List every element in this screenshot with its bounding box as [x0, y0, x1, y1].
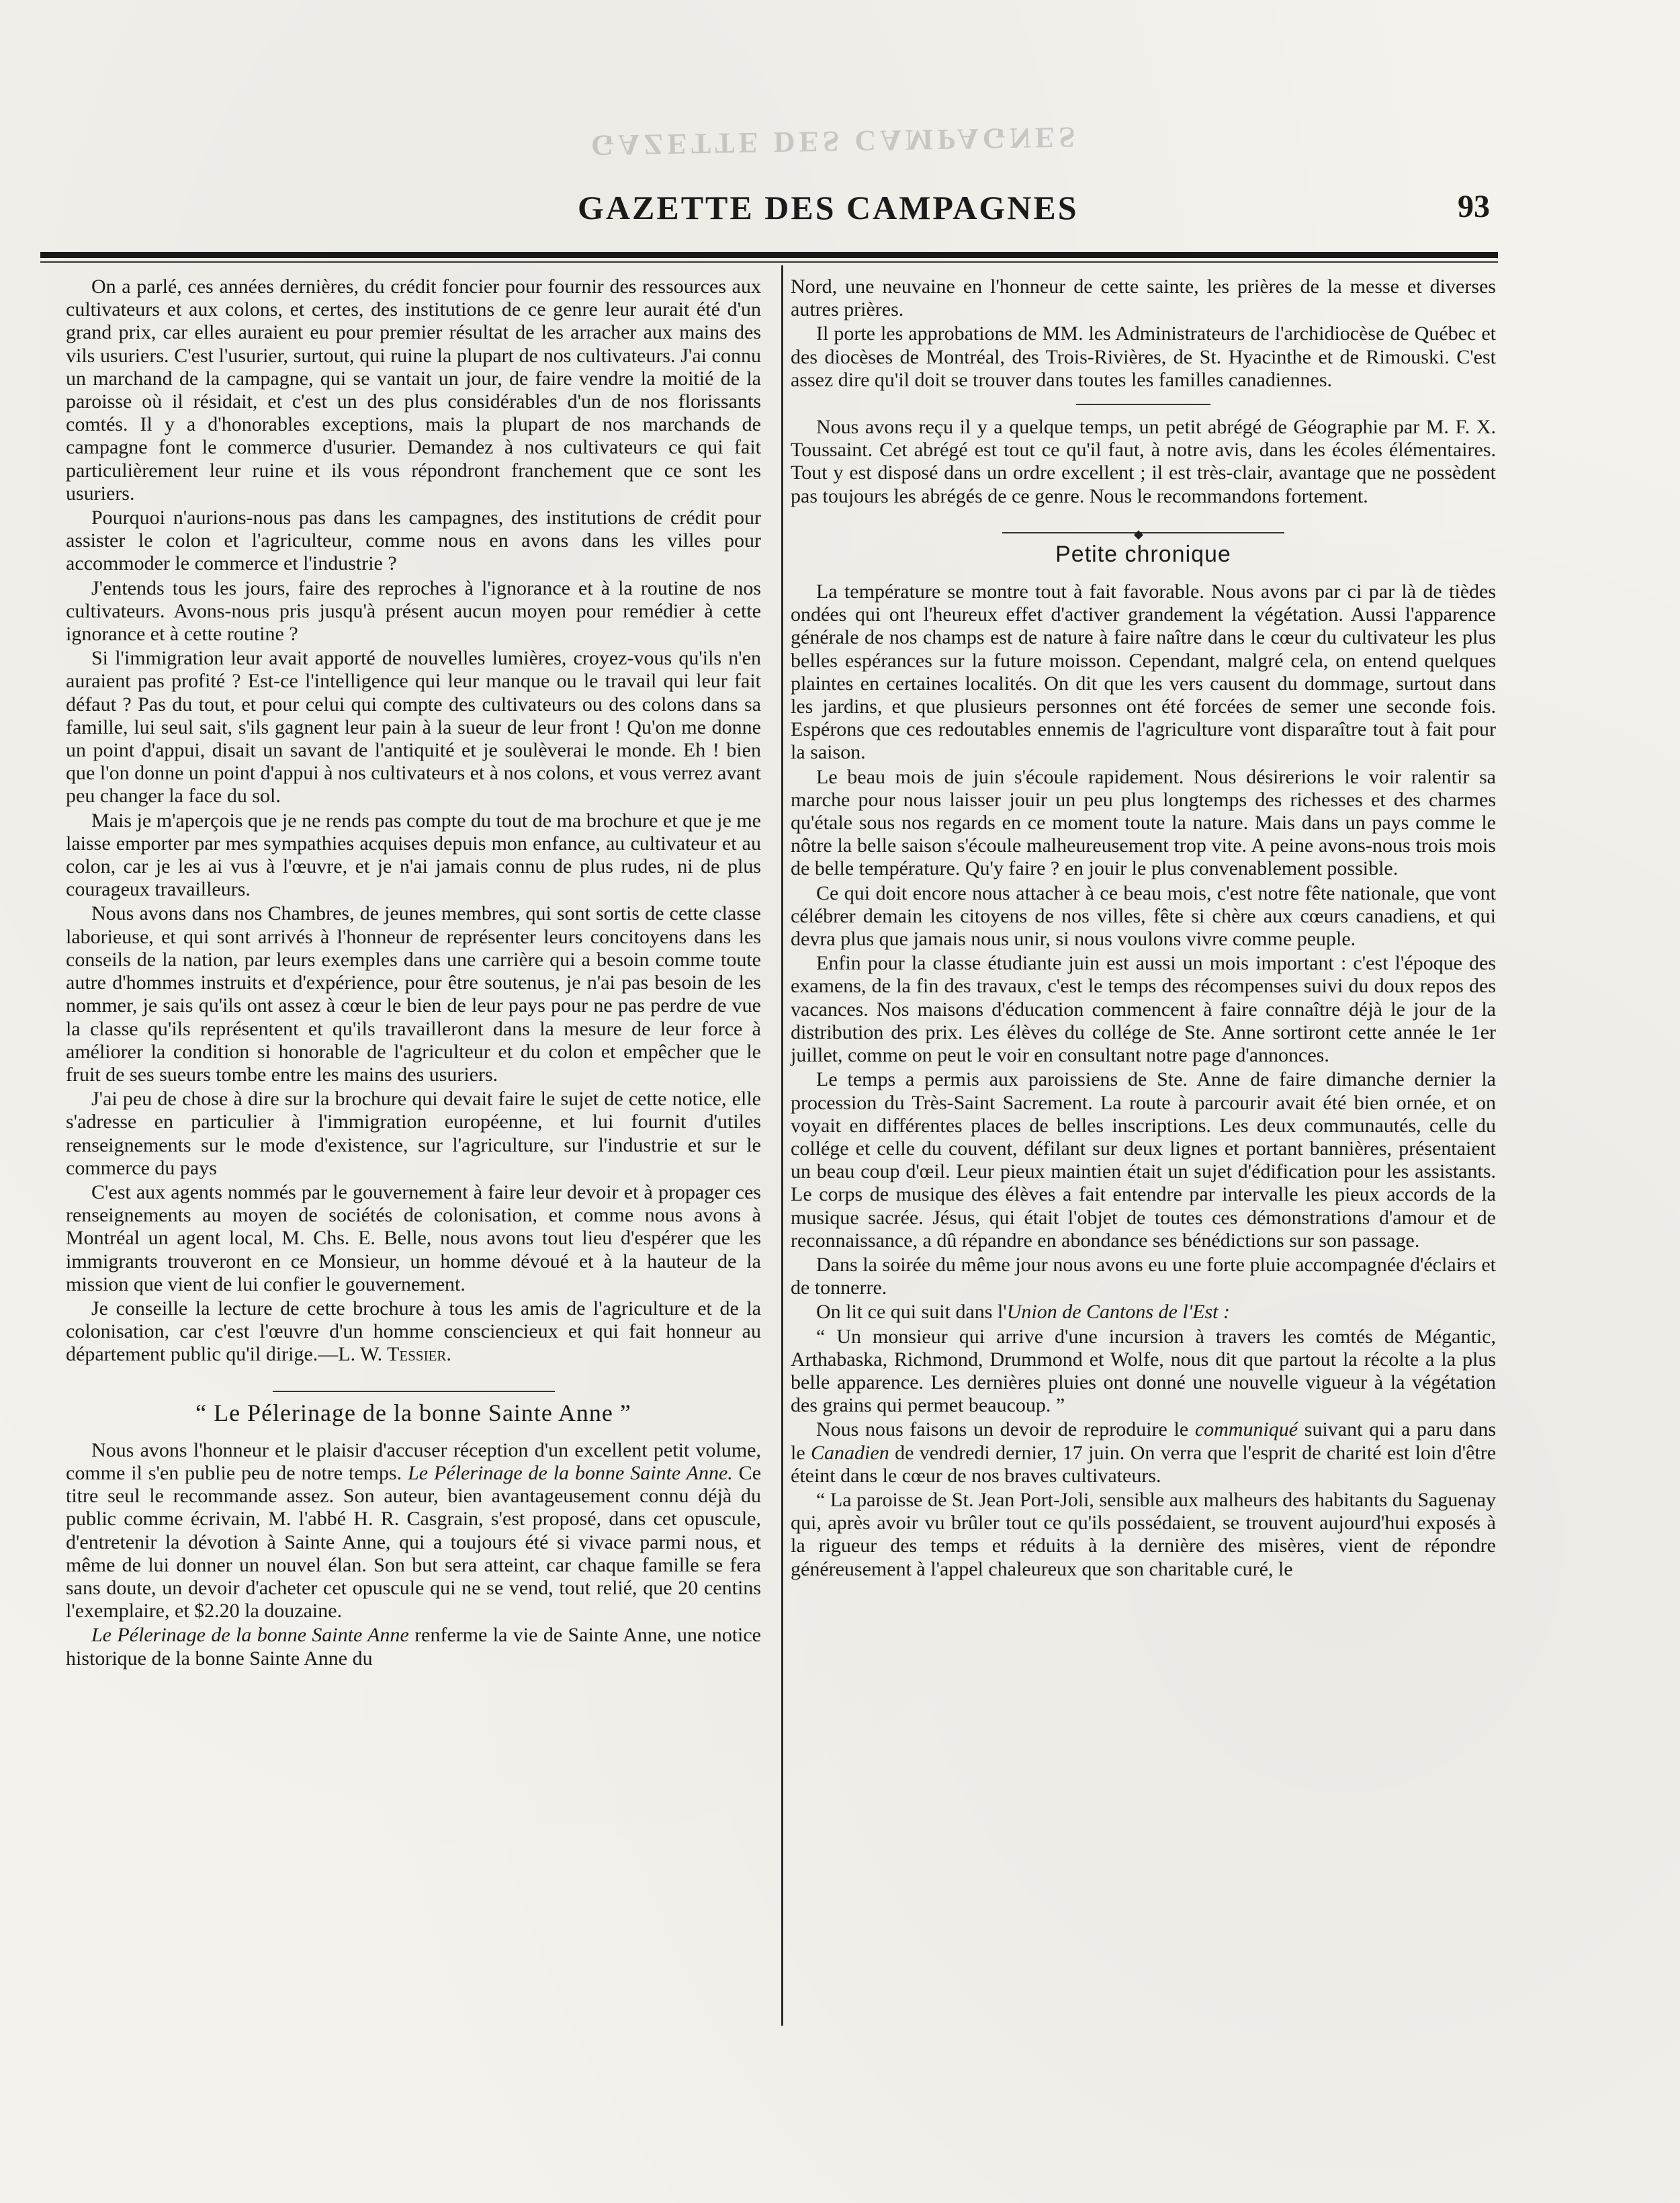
newspaper-title: GAZETTE DES CAMPAGNES — [578, 189, 1079, 226]
chronique-paragraph: Dans la soirée du même jour nous avons eu une forte pluie accompagnée d'éclairs et de tonnerre. — [791, 1253, 1496, 1299]
pelerinage-heading: “ Le Pélerinage de la bonne Sainte Anne ” — [195, 1399, 631, 1426]
paragraph: J'ai peu de chose à dire sur la brochure qui devait faire le sujet de cette notice, elle s'adresse en particulier à l'immigration européenne, et lui fournit d'utiles renseignements sur le mode d'existence, sur l'agriculture, sur l'industrie et sur le commerce du pays — [66, 1088, 761, 1179]
pelerinage-section-head — [66, 1391, 761, 1424]
chronique-paragraph: Le beau mois de juin s'écoule rapidement. Nous désirerions le voir ralentir sa marche pour nous laisser jouir un peu plus longtemps des richesses et des charmes qu'étale sous nos regards en ce moment toute la nature. Mais dans un pays comme le nôtre la belle saison s'écoule malheureusement trop vite. A peine avons-nous trois mois de belle température. Qu'y faire ? en jouir le plus convenablement possible. — [791, 765, 1496, 880]
book-title: Le Pélerinage de la bonne Sainte Anne — [91, 1624, 409, 1647]
communique-text: de vendredi dernier, 17 juin. On verra que l'esprit de charité est loin d'être éteint dans le cœur de nos braves cultivateurs. — [791, 1441, 1497, 1487]
pelerinage-paragraph — [66, 1439, 761, 1623]
signature: L. W. Tessier. — [338, 1343, 451, 1366]
book-title: Le Pélerinage de la bonne Sainte Anne. — [408, 1461, 733, 1484]
chronique-section-head — [791, 532, 1496, 566]
paragraph: Il porte les approbations de MM. les Administrateurs de l'archidiocèse de Québec et des diocèses de Montréal, des Trois-Rivières, de St. Hyacinthe et de Rimouski. C'est assez dire qu'il doit se trouver dans toutes les familles canadiennes. — [791, 322, 1496, 391]
bleed-through-header: GAZETTE DES CAMPAGNES — [590, 120, 1079, 163]
ornament-rule — [1002, 532, 1284, 533]
newspaper-name: Canadien — [811, 1441, 889, 1464]
chronique-paragraph: Le temps a permis aux paroissiens de Ste. Anne de faire dimanche dernier la procession du Très-Saint Sacrement. La route à parcourir avait été bien ornée, et on voyait en différentes places de belles inscriptions. Les deux communautés, celle du collége et celle du couvent, défilant sur deux lignes et portant bannières, présentaient un beau coup d'œil. Leur pieux maintien était un sujet d'édification pour les assistants. Le corps de musique des élèves a fait entendre par intervalle les pieux accords de la musique sacrée. Jésus, qui était l'objet de toutes ces démonstrations d'amour et de reconnaissance, a dû répandre en abondance ses bénédictions sur son passage. — [791, 1068, 1496, 1252]
paragraph: Nous avons reçu il y a quelque temps, un petit abrégé de Géographie par M. F. X. Toussaint. Cet abrégé est tout ce qu'il faut, à notre avis, dans les écoles élémentaires. Tout y est disposé dans un ordre excellent ; il est très-clair, avantage que ne possèdent pas toujours les abrégés de ce genre. Nous le recommandons fortement. — [791, 416, 1496, 507]
paragraph: Mais je m'aperçois que je ne rends pas compte du tout de ma brochure et que je me laisse emporter par mes sympathies acquises depuis mon enfance, au cultivateur et au colon, car je les ai vus à l'œuvre, et je n'ai jamais connu de plus rudes, ni de plus courageux travailleurs. — [66, 809, 761, 901]
right-column — [791, 275, 1496, 1581]
communique-text: suivant qui a paru dans le — [791, 1418, 1496, 1464]
chronique-paragraph: Ce qui doit encore nous attacher à ce beau mois, c'est notre fête nationale, que vont célébrer demain les citoyens de nos villes, fête si chère aux cœurs canadiens, et qui devra plus que jamais nous unir, si nous voulons vivre comme peuple. — [791, 881, 1496, 951]
closing-text: Je conseille la lecture de cette brochure à tous les amis de l'agriculture et de la colonisation, car c'est l'œuvre d'un homme consciencieux et qui fait honneur au département public qu'il dirige.— — [66, 1297, 761, 1366]
union-intro-text: On lit ce qui suit dans l' — [816, 1301, 1007, 1324]
chronique-paragraph: Enfin pour la classe étudiante juin est aussi un mois important : c'est l'époque des examens, de la fin des travaux, c'est le temps des récompenses suivi du doux repos des vacances. Nos maisons d'éducation commencent à faire connaître déjà le jour de la distribution des prix. Les élèves du collége de Ste. Anne sortiront cette année le 1er juillet, comme on peut le voir en consultant notre page d'annonces. — [791, 952, 1496, 1067]
column-divider — [781, 265, 783, 2026]
pelerinage-text: Nous avons l'honneur et le plaisir d'accuser réception d'un excellent petit volume, comme il s'en publie peu de notre temps. — [66, 1438, 761, 1484]
communique-text: Nous nous faisons un devoir de reproduire le — [816, 1418, 1195, 1441]
chronique-heading: Petite chronique — [1055, 541, 1231, 567]
paragraph: C'est aux agents nommés par le gouvernement à faire leur devoir et à propager ces renseignements au moyen de sociétés de colonisation, et comme nous avons à Montréal un agent local, M. Chs. E. Belle, nous avons tout lieu d'espérer que les immigrants trouveront en ce Monsieur, un homme dévoué et à la hauteur de la mission que vient de lui confier le gouvernement. — [66, 1180, 761, 1295]
paragraph: Nous avons dans nos Chambres, de jeunes membres, qui sont sortis de cette classe laborieuse, et qui sont arrivés à l'honneur de représenter leurs concitoyens dans les conseils de la nation, par leurs exemples dans une carrière qui a besoin comme toute autre d'hommes instruits et d'expérience, pour être soutenus, je n'ai pas besoin de les nommer, je sais qu'ils ont assez à cœur le bien de leur pays pour ne pas perdre de vue la classe qu'ils représentent et qu'ils travailleront dans la mesure de leur force à améliorer la condition si honorable de l'agriculteur et du colon et empêcher que le fruit de ses sueurs tombe entre les mains des usuriers. — [66, 902, 761, 1086]
communique-word: communiqué — [1194, 1418, 1298, 1441]
pelerinage-text: renferme la vie de Sainte Anne, une notice historique de la bonne Sainte Anne du — [66, 1624, 761, 1670]
left-column — [66, 275, 761, 1670]
page-header — [40, 181, 1490, 242]
header-rule-thick — [40, 252, 1498, 258]
paragraph: Pourquoi n'aurions-nous pas dans les campagnes, des institutions de crédit pour assister le colon et l'agriculteur, comme nous en avons dans les villes pour accommoder le commerce et l'industrie ? — [66, 507, 761, 575]
page-number: 93 — [1458, 189, 1490, 224]
paragraph: On a parlé, ces années dernières, du crédit foncier pour fournir des ressources aux cultivateurs et aux colons, et certes, des institutions de ce genre leur aurait été d'un grand prix, car elles auraient eu pour premier résultat de les arracher aux mains des vils usuriers. C'est l'usurier, surtout, qui ruine la plupart de nos cultivateurs. J'ai connu un marchand de la campagne, qui se vantait un jour, de faire vendre la moitié de la paroisse où il résidait, et c'est un des plus considérables d'un de nos florissants comtés. Il y a d'honorables exceptions, mais la plupart de nos marchands de campagne font le commerce d'usurier. Demandez à nos cultivateurs ce qui fait particulièrement leur ruine et ils vous répondront franchement que ce sont les usuriers. — [66, 275, 761, 505]
union-intro — [791, 1301, 1496, 1324]
pelerinage-text: Ce titre seul le recommande assez. Son auteur, bien avantageusement connu déjà du public comme écrivain, M. l'abbé H. R. Casgrain, s'est proposé, dans cet opuscule, d'entretenir la dévotion à Sainte Anne, qui a toujours été si vivace parmi nous, et même de lui donner un nouvel élan. Son but sera atteint, car chaque famille se fera sans doute, un devoir d'acheter cet opuscule qui ne se vend, tout relié, que 20 centins l'exemplaire, et $2.20 la douzaine. — [66, 1461, 762, 1623]
section-rule — [273, 1391, 555, 1392]
separator-rule — [1076, 404, 1210, 405]
union-quote: “ Un monsieur qui arrive d'une incursion à travers les comtés de Mégantic, Arthabaska, Richmond, Drummond et Wolfe, nous dit que partout la récolte a la plus belle apparence. Les dernières pluies ont donné une nouvelle vigueur à la végétation des grains qui permet beaucoup. ” — [791, 1325, 1496, 1417]
closing-paragraph — [66, 1297, 761, 1367]
paragraph: Nord, une neuvaine en l'honneur de cette sainte, les prières de la messe et diverses autres prières. — [791, 275, 1496, 321]
header-rule-thin — [40, 261, 1498, 263]
paragraph: “ La paroisse de St. Jean Port-Joli, sensible aux malheurs des habitants du Saguenay qui, après avoir vu brûler tout ce qu'ils possédaient, se trouvent aujourd'hui exposés à la rigueur des temps et réduits à la dernière des misères, vient de répondre généreusement à l'appel chaleureux que son charitable curé, le — [791, 1488, 1496, 1580]
paragraph: Si l'immigration leur avait apporté de nouvelles lumières, croyez-vous qu'ils n'en auraient pas profité ? Est-ce l'intelligence qui leur manque ou le travail qui leur fait défaut ? Pas du tout, et pour celui qui compte des cultivateurs ou des colons dans sa famille, lui seul sait, s'ils gagnent leur pain à la sueur de leur front ! Qu'on me donne un point d'appui, disait un savant de l'antiquité et je soulèverai le monde. Eh ! bien que l'on donne un point d'appui à nos cultivateurs et à nos colons, et vous verrez avant peu changer la face du sol. — [66, 647, 761, 808]
communique-paragraph — [791, 1418, 1496, 1487]
pelerinage-paragraph — [66, 1624, 761, 1670]
chronique-paragraph: La température se montre tout à fait favorable. Nous avons par ci par là de tièdes ondées qui ont l'heureux effet d'activer grandement la végétation. Aussi l'apparence générale de nos champs est de nature à faire naître dans le cœur du cultivateur les plus belles espérances sur la future moisson. Cependant, malgré cela, on entend quelques plaintes en certaines localités. On dit que les vers causent du dommage, surtout dans les jardins, et que plusieurs personnes ont été forcées de semer une seconde fois. Espérons que ces redoutables ennemis de l'agriculture vont disparaître tout à fait pour la saison. — [791, 580, 1496, 764]
paragraph: J'entends tous les jours, faire des reproches à l'ignorance et à la routine de nos cultivateurs. Avons-nous pris jusqu'à présent aucun moyen pour remédier à cette ignorance et à cette routine ? — [66, 576, 761, 646]
newspaper-name: Union de Cantons de l'Est : — [1006, 1301, 1230, 1324]
